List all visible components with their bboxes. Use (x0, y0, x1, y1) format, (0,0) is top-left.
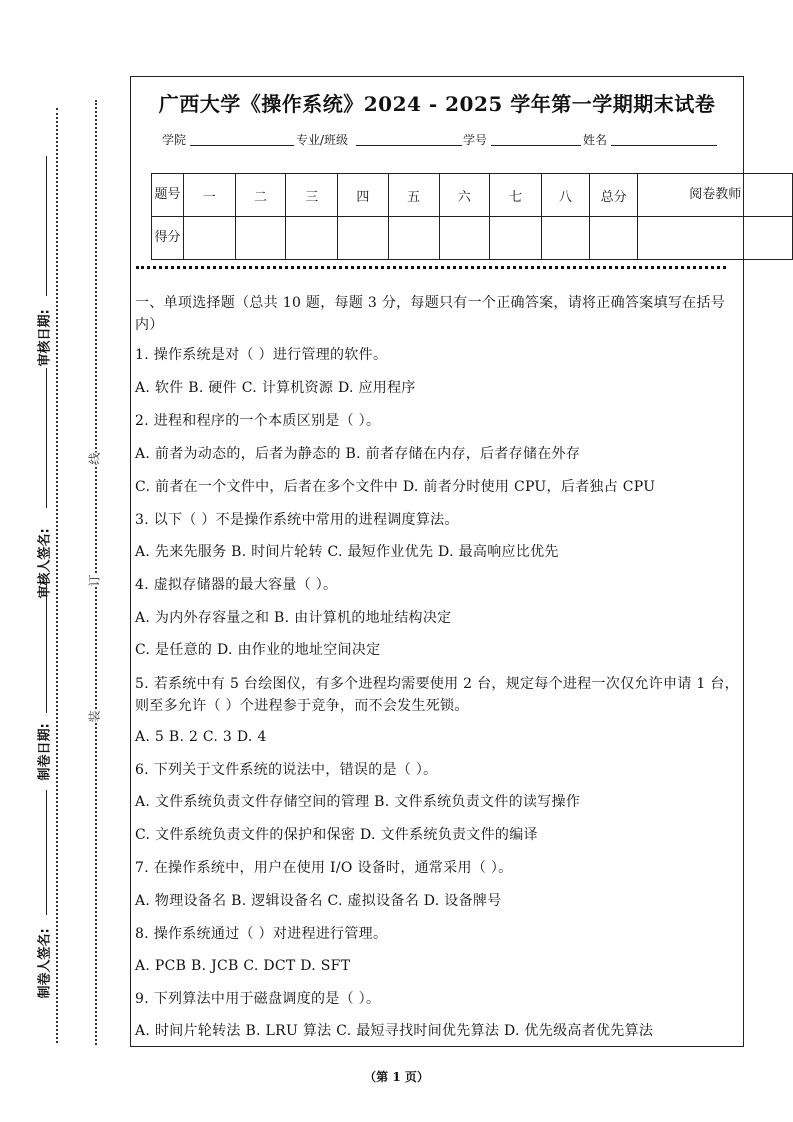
score-cell-3[interactable] (286, 217, 338, 260)
score-row2-label: 得分 (152, 217, 184, 260)
question-3-stem: 3. 以下（ ）不是操作系统中常用的进程调度算法。 (135, 512, 459, 528)
score-cell-5[interactable] (388, 217, 439, 260)
question-1-options: A. 软件 B. 硬件 C. 计算机资源 D. 应用程序 (135, 380, 416, 396)
compose-date-label: 制卷日期: (37, 723, 53, 781)
score-col-grader: 阅卷教师 (638, 174, 793, 217)
score-row1-label: 题号 (152, 174, 184, 217)
question-9-options: A. 时间片轮转法 B. LRU 算法 C. 最短寻找时间优先算法 D. 优先级高者优先算法 (135, 1023, 654, 1039)
header-separator (136, 266, 726, 272)
question-5-stem: 5. 若系统中有 5 台绘图仪，有多个进程均需要使用 2 台，规定每个进程一次仅允许申请 1 台，则至多允许（ ）个进程参于竞争，而不会发生死锁。 (135, 676, 739, 714)
question-7-stem: 7. 在操作系统中，用户在使用 I/O 设备时，通常采用（ ）。 (135, 860, 513, 876)
name-label: 姓名 (583, 133, 608, 147)
score-col-total: 总分 (589, 174, 638, 217)
student-id-field[interactable] (491, 145, 581, 146)
question-2-options-a: A. 前者为动态的，后者为静态的 B. 前者存储在内存，后者存储在外存 (135, 446, 581, 462)
section-heading: 一、单项选择题（总共 10 题，每题 3 分，每题只有一个正确答案，请将正确答案填写在括号内） (135, 295, 726, 333)
student-id-label: 学号 (463, 133, 488, 147)
binding-mark-line: 线 (84, 452, 105, 464)
exam-title: 广西大学《操作系统》2024 - 2025 学年第一学期期末试卷 (158, 92, 716, 116)
review-date-label: 审核日期: (37, 309, 53, 367)
composer-sign-underline (46, 790, 47, 915)
score-cell-6[interactable] (439, 217, 490, 260)
question-1-stem: 1. 操作系统是对（ ）进行管理的软件。 (135, 347, 388, 363)
binding-dotted-line-left (56, 108, 58, 1043)
score-cell-total[interactable] (589, 217, 638, 260)
score-col-3: 三 (286, 174, 338, 217)
score-cell-4[interactable] (338, 217, 389, 260)
question-4-options-a: A. 为内外存容量之和 B. 由计算机的地址结构决定 (135, 610, 452, 626)
score-col-1: 一 (183, 174, 235, 217)
binding-dotted-line-right (95, 100, 97, 1045)
binding-mark-zhuang: 装 (84, 710, 105, 722)
score-col-6: 六 (439, 174, 490, 217)
reviewer-sign-label: 审核人签名: (37, 528, 53, 599)
score-cell-grader[interactable] (638, 217, 793, 260)
score-col-2: 二 (235, 174, 286, 217)
score-col-5: 五 (388, 174, 439, 217)
college-label: 学院 (162, 133, 187, 147)
score-col-7: 七 (490, 174, 542, 217)
score-col-8: 八 (541, 174, 589, 217)
question-8-stem: 8. 操作系统通过（ ）对进程进行管理。 (135, 926, 388, 942)
question-8-options: A. PCB B. JCB C. DCT D. SFT (135, 958, 351, 974)
question-6-options-a: A. 文件系统负责文件存储空间的管理 B. 文件系统负责文件的读写操作 (135, 794, 581, 810)
question-5-options: A. 5 B. 2 C. 3 D. 4 (135, 729, 267, 745)
question-3-options: A. 先来先服务 B. 时间片轮转 C. 最短作业优先 D. 最高响应比优先 (135, 544, 559, 560)
reviewer-sign-underline (46, 368, 47, 508)
question-7-options: A. 物理设备名 B. 逻辑设备名 C. 虚拟设备名 D. 设备牌号 (135, 893, 502, 909)
score-table (151, 173, 793, 260)
score-cell-2[interactable] (235, 217, 286, 260)
page-number: （第 1 页） (364, 1070, 429, 1084)
score-cell-7[interactable] (490, 217, 542, 260)
score-cell-1[interactable] (183, 217, 235, 260)
name-field[interactable] (611, 145, 717, 146)
question-6-options-b: C. 文件系统负责文件的保护和保密 D. 文件系统负责文件的编译 (135, 827, 538, 843)
composer-sign-label: 制卷人签名: (37, 928, 53, 999)
major-label: 专业/班级 (296, 133, 349, 147)
compose-date-underline (46, 578, 47, 713)
question-9-stem: 9. 下列算法中用于磁盘调度的是（ ）。 (135, 991, 381, 1007)
binding-mark-ding: 订 (84, 574, 105, 586)
review-date-underline (46, 156, 47, 296)
question-4-stem: 4. 虚拟存储器的最大容量（ ）。 (135, 577, 338, 593)
question-6-stem: 6. 下列关于文件系统的说法中，错误的是（ ）。 (135, 762, 438, 778)
major-field[interactable] (356, 145, 462, 146)
question-2-options-b: C. 前者在一个文件中，后者在多个文件中 D. 前者分时使用 CPU，后者独占 CPU (135, 479, 656, 495)
score-col-4: 四 (338, 174, 389, 217)
question-2-stem: 2. 进程和程序的一个本质区别是（ ）。 (135, 413, 381, 429)
question-4-options-b: C. 是任意的 D. 由作业的地址空间决定 (135, 642, 381, 658)
score-cell-8[interactable] (541, 217, 589, 260)
college-field[interactable] (190, 145, 294, 146)
